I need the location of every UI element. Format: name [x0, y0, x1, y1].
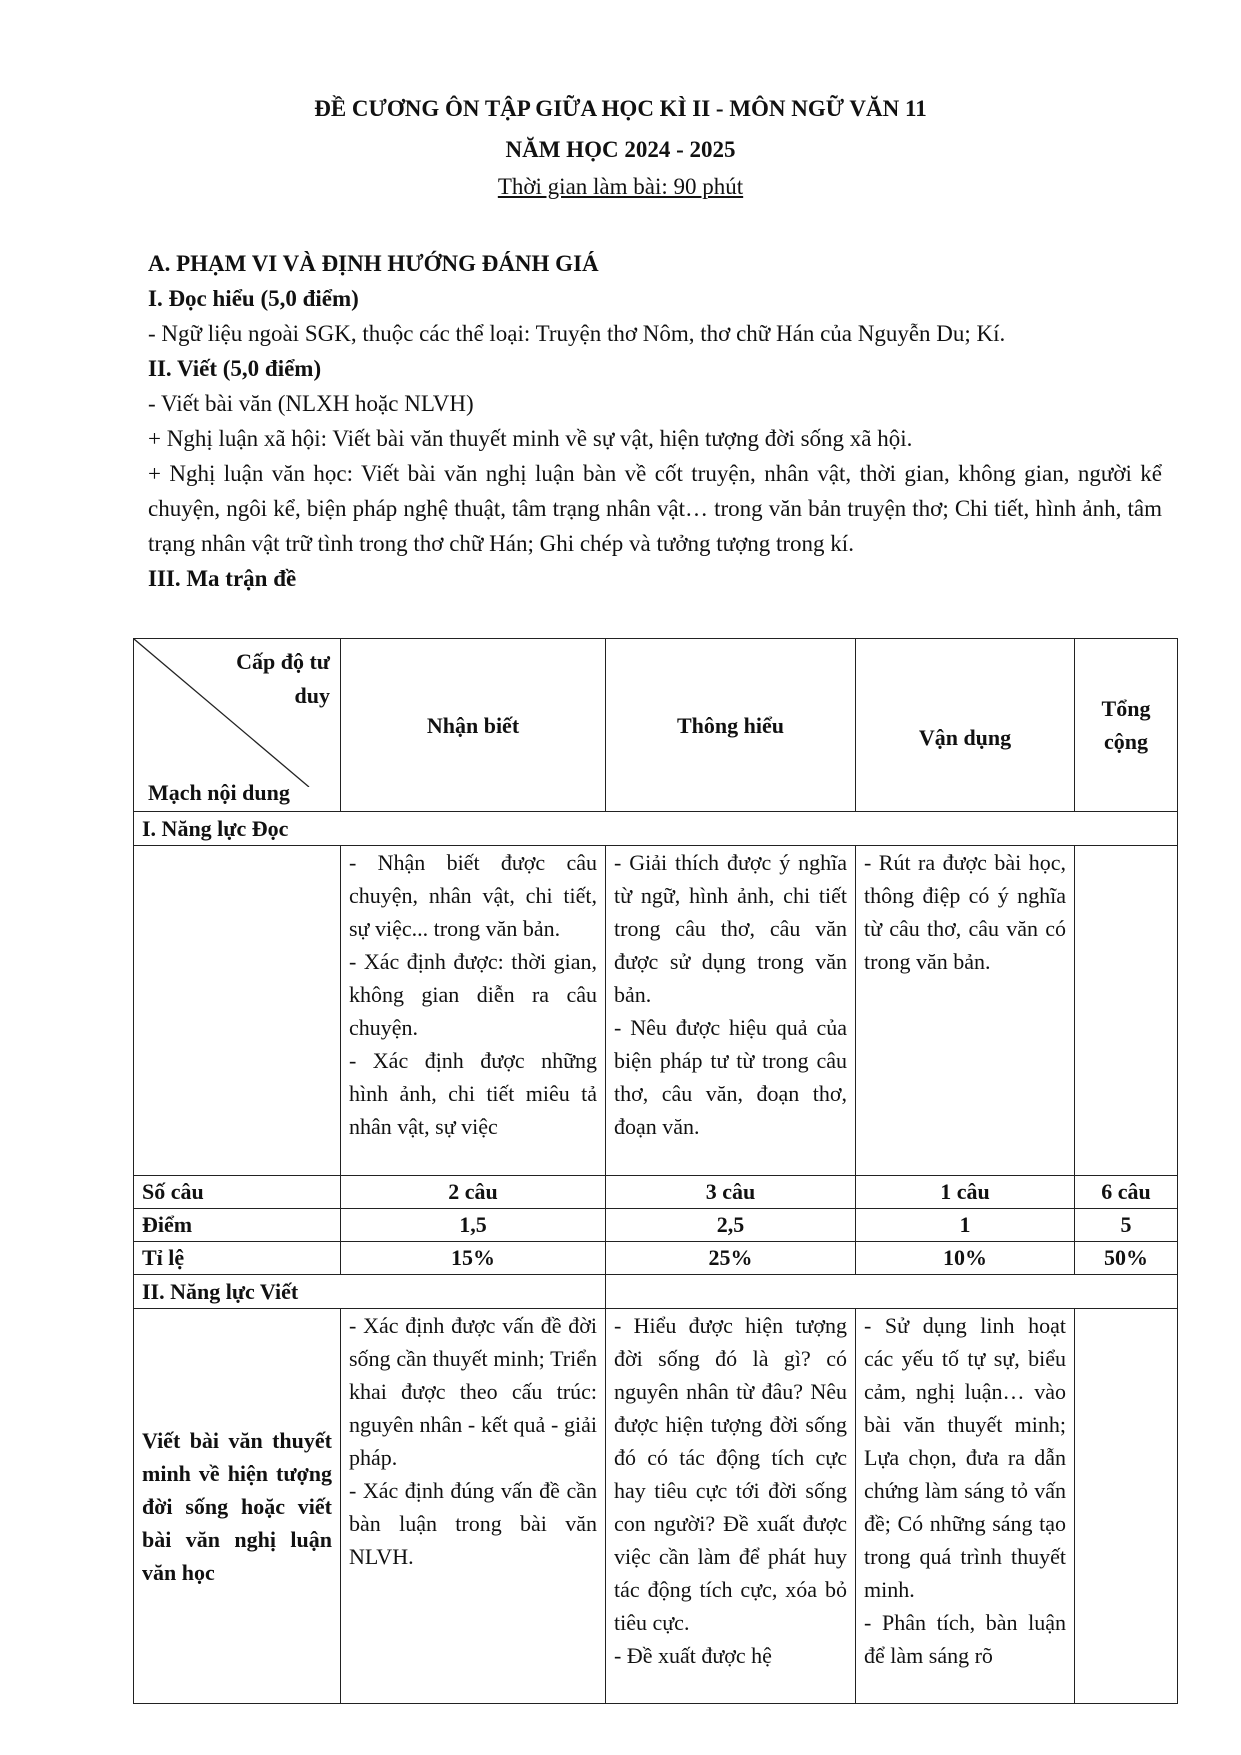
count-label: Số câu — [134, 1176, 341, 1209]
section-a-heading: A. PHẠM VI VÀ ĐỊNH HƯỚNG ĐÁNH GIÁ — [148, 251, 599, 276]
matrix-header-row — [134, 639, 1178, 812]
writing-item: - Viết bài văn (NLXH hoặc NLVH) — [148, 391, 474, 416]
writing-apply-item: - Phân tích, bàn luận để làm sáng rõ — [864, 1610, 1066, 1668]
section-a — [148, 246, 1162, 596]
writing-recognize-cell — [341, 1309, 606, 1704]
writing-apply-item: - Sử dụng linh hoạt các yếu tố tự sự, biểu cảm, nghị luận… vào bài văn thuyết minh; Lựa chọn, đưa ra dẫn chứng làm sáng tỏ vấn đề; Có những sáng tạo trong quá trình thuyết minh. — [864, 1313, 1066, 1602]
reading-apply-cell — [856, 846, 1075, 1176]
exam-duration: Thời gian làm bài: 90 phút — [497, 174, 744, 199]
ratio-value: 10% — [856, 1242, 1075, 1275]
reading-recognize-item: - Xác định được những hình ảnh, chi tiết miêu tả nhân vật, sự việc — [349, 1048, 597, 1139]
reading-section-label: I. Năng lực Đọc — [134, 812, 1178, 846]
reading-recognize-item: - Nhận biết được câu chuyện, nhân vật, chi tiết, sự việc... trong văn bản. — [349, 850, 597, 941]
writing-understand-item: - Hiểu được hiện tượng đời sống đó là gì? có nguyên nhân từ đâu? Nêu được hiện tượng đời sống đó có tác động tích cực hay tiêu cực tới đời sống con người? Đề xuất được việc cần làm để phát huy tác động tích cực, xóa bỏ tiêu cực. — [614, 1313, 847, 1635]
writing-understand-cell — [606, 1309, 856, 1704]
col-header-recognize: Nhận biết — [341, 639, 606, 812]
reading-understand-item: - Giải thích được ý nghĩa từ ngữ, hình ảnh, chi tiết trong câu thơ, câu văn được sử dụng trong văn bản. — [614, 850, 847, 1007]
corner-top-line1: Cấp độ tư — [236, 649, 330, 674]
writing-recognize-item: - Xác định đúng vấn đề cần bàn luận trong bài văn NLVH. — [349, 1478, 597, 1569]
ratio-value: 15% — [341, 1242, 606, 1275]
reading-heading: I. Đọc hiểu (5,0 điểm) — [148, 286, 359, 311]
writing-item: + Nghị luận văn học: Viết bài văn nghị luận bàn về cốt truyện, nhân vật, thời gian, không gian, người kể chuyện, ngôi kể, biện pháp nghệ thuật, tâm trạng nhân vật… trong văn bản truyện thơ; Chi tiết, hình ảnh, tâm trạng nhân vật trữ tình trong thơ chữ Hán; Ghi chép và tưởng tượng trong kí. — [148, 461, 1162, 556]
writing-section-blank — [606, 1275, 1178, 1309]
diagonal-header-cell — [134, 639, 341, 812]
count-row — [134, 1176, 1178, 1209]
school-year: NĂM HỌC 2024 - 2025 — [505, 137, 736, 162]
score-row — [134, 1209, 1178, 1242]
writing-row-label: Viết bài văn thuyết minh về hiện tượng đời sống hoặc viết bài văn nghị luận văn học — [134, 1309, 341, 1704]
reading-content-row — [134, 846, 1178, 1176]
count-value: 2 câu — [341, 1176, 606, 1209]
ratio-value: 50% — [1075, 1242, 1178, 1275]
count-value: 6 câu — [1075, 1176, 1178, 1209]
score-label: Điểm — [134, 1209, 341, 1242]
col-header-total: Tổng cộng — [1075, 639, 1178, 812]
score-value: 5 — [1075, 1209, 1178, 1242]
writing-recognize-item: - Xác định được vấn đề đời sống cần thuyết minh; Triển khai được theo cấu trúc: nguyên nhân - kết quả - giải pháp. — [349, 1313, 597, 1470]
writing-item: + Nghị luận xã hội: Viết bài văn thuyết minh về sự vật, hiện tượng đời sống xã hội. — [148, 426, 913, 451]
reading-recognize-item: - Xác định được: thời gian, không gian diễn ra câu chuyện. — [349, 949, 597, 1040]
reading-text: - Ngữ liệu ngoài SGK, thuộc các thể loại: Truyện thơ Nôm, thơ chữ Hán của Nguyễn Du; Kí. — [148, 321, 1006, 346]
writing-content-row — [134, 1309, 1178, 1704]
ratio-row — [134, 1242, 1178, 1275]
score-value: 1,5 — [341, 1209, 606, 1242]
writing-section-row — [134, 1275, 1178, 1309]
col-header-apply: Vận dụng — [856, 639, 1075, 812]
count-value: 3 câu — [606, 1176, 856, 1209]
matrix-heading: III. Ma trận đề — [148, 566, 297, 591]
corner-label-top — [236, 645, 330, 713]
col-header-understand: Thông hiểu — [606, 639, 856, 812]
writing-apply-cell — [856, 1309, 1075, 1704]
reading-apply-item: - Rút ra được bài học, thông điệp có ý nghĩa từ câu thơ, câu văn có trong văn bản. — [864, 850, 1066, 974]
score-value: 1 — [856, 1209, 1075, 1242]
score-value: 2,5 — [606, 1209, 856, 1242]
reading-total-cell — [1075, 846, 1178, 1176]
writing-understand-item: - Đề xuất được hệ — [614, 1643, 772, 1668]
reading-section-row — [134, 812, 1178, 846]
document-title: ĐỀ CƯƠNG ÔN TẬP GIỮA HỌC KÌ II - MÔN NGỮ VĂN 11 — [314, 96, 927, 121]
writing-total-cell — [1075, 1309, 1178, 1704]
writing-heading: II. Viết (5,0 điểm) — [148, 356, 322, 381]
corner-label-bottom: Mạch nội dung — [148, 780, 290, 805]
reading-recognize-cell — [341, 846, 606, 1176]
reading-understand-cell — [606, 846, 856, 1176]
corner-top-line2: duy — [294, 683, 330, 708]
reading-row-label — [134, 846, 341, 1176]
ratio-label: Tỉ lệ — [134, 1242, 341, 1275]
count-value: 1 câu — [856, 1176, 1075, 1209]
matrix-table — [133, 638, 1178, 1704]
ratio-value: 25% — [606, 1242, 856, 1275]
reading-understand-item: - Nêu được hiệu quả của biện pháp tư từ trong câu thơ, câu văn, đoạn thơ, đoạn văn. — [614, 1015, 847, 1139]
writing-section-label: II. Năng lực Viết — [134, 1275, 606, 1309]
